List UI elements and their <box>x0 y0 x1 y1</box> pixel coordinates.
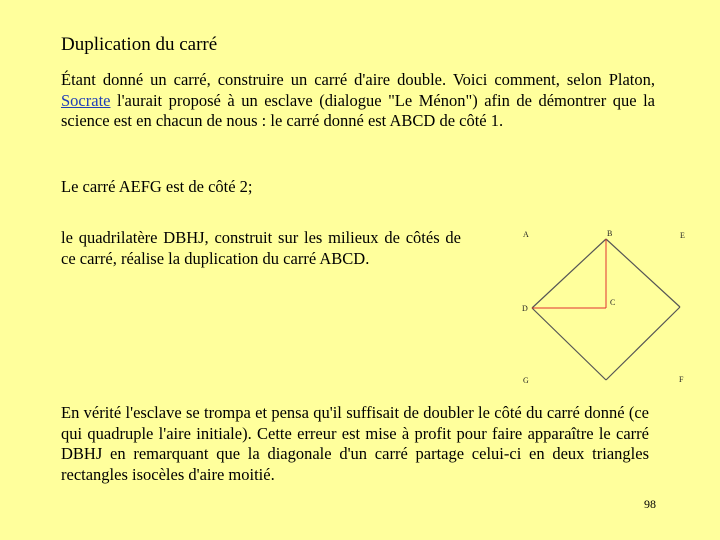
slide-title: Duplication du carré <box>61 34 218 55</box>
quadrilateral-dbhj-paragraph: le quadrilatère DBHJ, construit sur les milieux de côtés de ce carré, réalise la duplication du carré ABCD. <box>61 228 461 268</box>
label-c: C <box>610 298 616 307</box>
intro-text-start: Étant donné un carré, construire un carré d'aire double. Voici comment, selon Platon, <box>61 70 655 89</box>
label-g: G <box>523 376 529 385</box>
label-b: B <box>607 229 613 238</box>
intro-paragraph <box>61 70 655 132</box>
edge-d-b <box>532 239 606 308</box>
square-duplication-figure <box>516 224 692 390</box>
label-a: A <box>523 230 529 239</box>
label-e: E <box>680 231 685 240</box>
intro-text-end: l'aurait proposé à un esclave (dialogue "Le Ménon") afin de démontrer que la science est en chacun de nous : le carré donné est ABCD de côté 1. <box>61 90 655 130</box>
label-f: F <box>679 375 684 384</box>
edge-f-mid-bottom <box>606 307 680 380</box>
label-d: D <box>522 304 528 313</box>
square-aefg-paragraph: Le carré AEFG est de côté 2; <box>61 177 253 196</box>
conclusion-paragraph: En vérité l'esclave se trompa et pensa qu'il suffisait de doubler le côté du carré donné (ce qui quadruple l'aire initiale). Cette erreur est mise à profit pour faire apparaître le carré DBHJ en remarquant que la diagonale d'un carré partage celui-ci en deux triangles rectangles isocèles d'aire moitié. <box>61 403 649 484</box>
edge-bottom-d <box>532 308 606 380</box>
socrate-link[interactable]: Socrate <box>61 90 111 110</box>
page-number: 98 <box>644 497 656 511</box>
edge-b-f-mid <box>606 239 680 307</box>
